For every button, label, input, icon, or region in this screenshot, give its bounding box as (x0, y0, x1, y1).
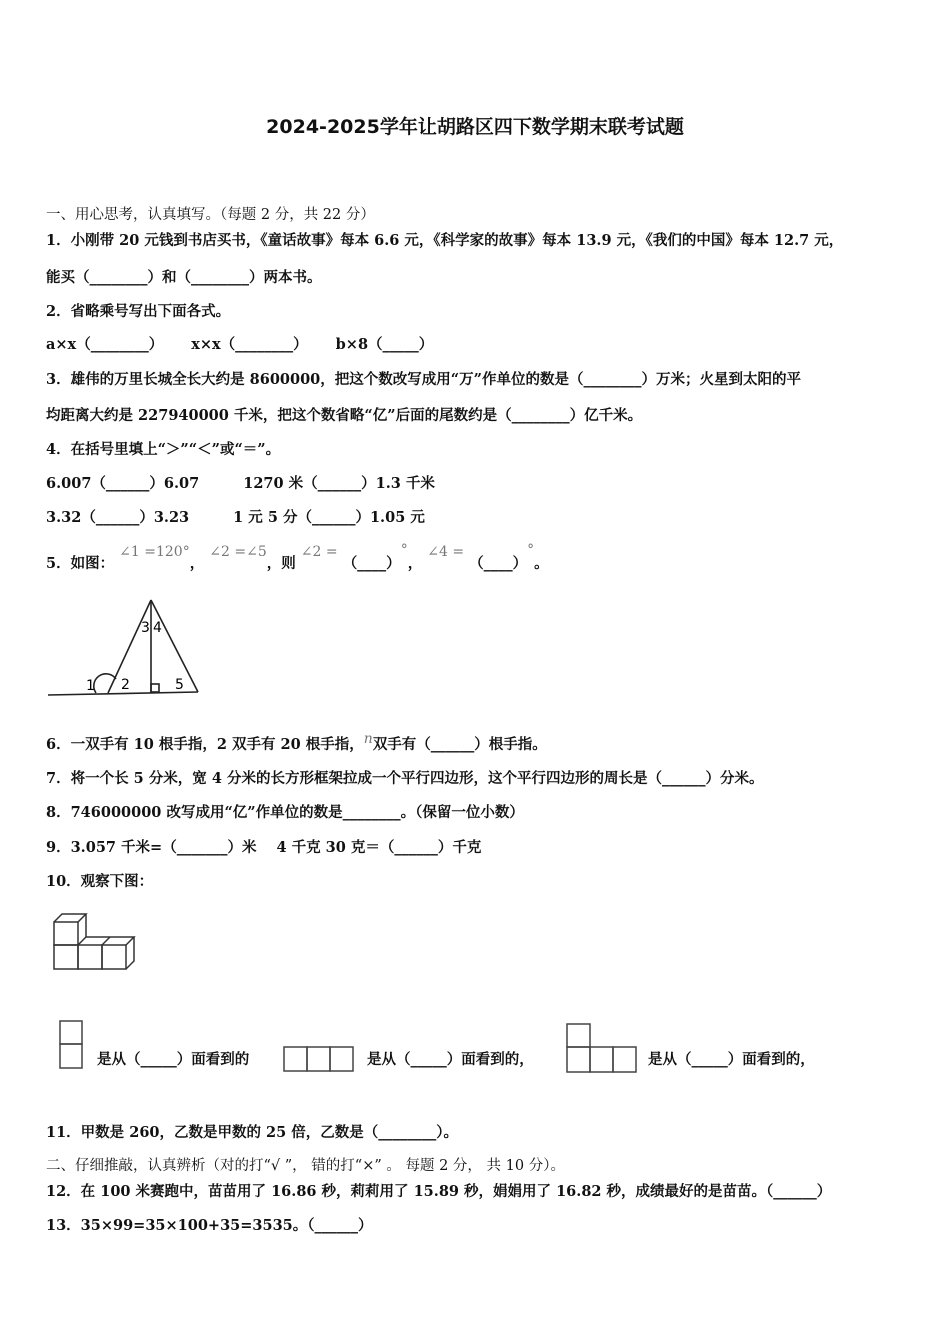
q9-item-a: 9．3.057 千米=（_______）米 (46, 839, 257, 856)
q10-view2-text: 是从（_____）面看到的， (367, 1051, 534, 1068)
q5-end: 。 (534, 555, 549, 572)
label-angle-1: 1 (86, 678, 95, 694)
q2-item-a: a×x（________） (46, 336, 164, 353)
q1-line1: 1．小刚带 20 元钱到书店买书，《童话故事》每本 6.6 元，《科学家的故事》每本 13.9 元，《我们的中国》每本 12.7 元， (46, 232, 844, 249)
q2-items (46, 333, 433, 354)
q2-item-c: b×8（_____） (335, 336, 434, 353)
q1-line2: 能买（________）和（________）两本书。 (46, 269, 322, 286)
q13-line: 13．35×99=35×100+35=3535。（______） (46, 1217, 373, 1234)
q5-ask1: ∠2 = (300, 544, 338, 560)
q11-line: 11．甲数是 260，乙数是甲数的 25 倍，乙数是（________）。 (46, 1124, 459, 1141)
q4-item-d: 1 元 5 分（______）1.05 元 (233, 509, 425, 526)
q5-line (46, 542, 549, 573)
q5-deg1: ° (400, 542, 408, 558)
q4-item-a: 6.007（______）6.07 (46, 475, 200, 492)
q4-row1 (46, 472, 435, 493)
q10-stem: 10．观察下图： (46, 873, 154, 890)
q7-line: 7．将一个长 5 分米，宽 4 分米的长方形框架拉成一个平行四边形，这个平行四边形的周长是（______）分米。 (46, 770, 764, 787)
q10-cube-figure (52, 908, 142, 972)
label-angle-2: 2 (121, 677, 130, 693)
q5-ask2: ∠4 = (427, 544, 465, 560)
q5-blank1: （____） (342, 555, 401, 572)
q6-pre: 6．一双手有 10 根手指，2 双手有 20 根手指， (46, 736, 364, 753)
q6-line (46, 733, 547, 754)
q6-post: 双手有（______）根手指。 (372, 736, 547, 753)
section-2-heading: 二、仔细推敲，认真辨析（对的打“√ ”， 错的打“×” 。 每题 2 分， 共 10 分）。 (46, 1158, 565, 1174)
q5-comma1: ， (189, 555, 205, 572)
page-title: 2024-2025学年让胡路区四下数学期末联考试题 (266, 116, 684, 138)
label-angle-4: 4 (153, 620, 162, 636)
q2-stem: 2．省略乘号写出下面各式。 (46, 303, 231, 320)
right-angle-mark (151, 684, 159, 692)
q3-line2: 均距离大约是 227940000 千米，把这个数省略“亿”后面的尾数约是（________）亿千米。 (46, 407, 643, 424)
q4-item-b: 1270 米（______）1.3 千米 (243, 475, 435, 492)
label-angle-3: 3 (141, 620, 150, 636)
q5-cond1: ∠1 =120° (119, 544, 190, 560)
q3-line1: 3．雄伟的万里长城全长大约是 8600000，把这个数改写成用“万”作单位的数是（________）万米；火星到太阳的平 (46, 371, 801, 388)
q12-line: 12．在 100 米赛跑中，苗苗用了 16.86 秒，莉莉用了 15.89 秒，娟娟用了 16.82 秒，成绩最好的是苗苗。（______） (46, 1183, 832, 1200)
q10-view3-text: 是从（_____）面看到的， (648, 1051, 815, 1068)
q5-triangle-figure (46, 595, 206, 699)
q4-row2 (46, 506, 425, 527)
q5-blank2: （____） (469, 555, 528, 572)
q10-view1-text: 是从（_____）面看到的 (97, 1051, 250, 1068)
q5-deg2: ° (527, 542, 535, 558)
section-1-heading: 一、用心思考，认真填写。（每题 2 分，共 22 分） (46, 207, 375, 223)
q4-stem: 4．在括号里填上“＞”“＜”或“＝”。 (46, 441, 281, 458)
q5-lead: 5．如图： (46, 555, 115, 572)
q6-n: n (363, 731, 373, 747)
q9-line (46, 836, 481, 857)
q8-line: 8．746000000 改写成用“亿”作单位的数是________。（保留一位小数） (46, 804, 524, 821)
q10-view2-figure (282, 1045, 356, 1075)
q10-view1-figure (58, 1019, 86, 1071)
q2-item-b: x×x（________） (191, 336, 308, 353)
q5-then: ，则 (266, 555, 296, 572)
q5-comma2: ， (407, 555, 423, 572)
q5-cond2: ∠2 =∠5 (209, 544, 267, 560)
q9-item-b: 4 千克 30 克＝（______）千克 (276, 839, 482, 856)
label-angle-5: 5 (175, 677, 184, 693)
q10-view3-figure (565, 1022, 639, 1076)
q4-item-c: 3.32（______）3.23 (46, 509, 190, 526)
